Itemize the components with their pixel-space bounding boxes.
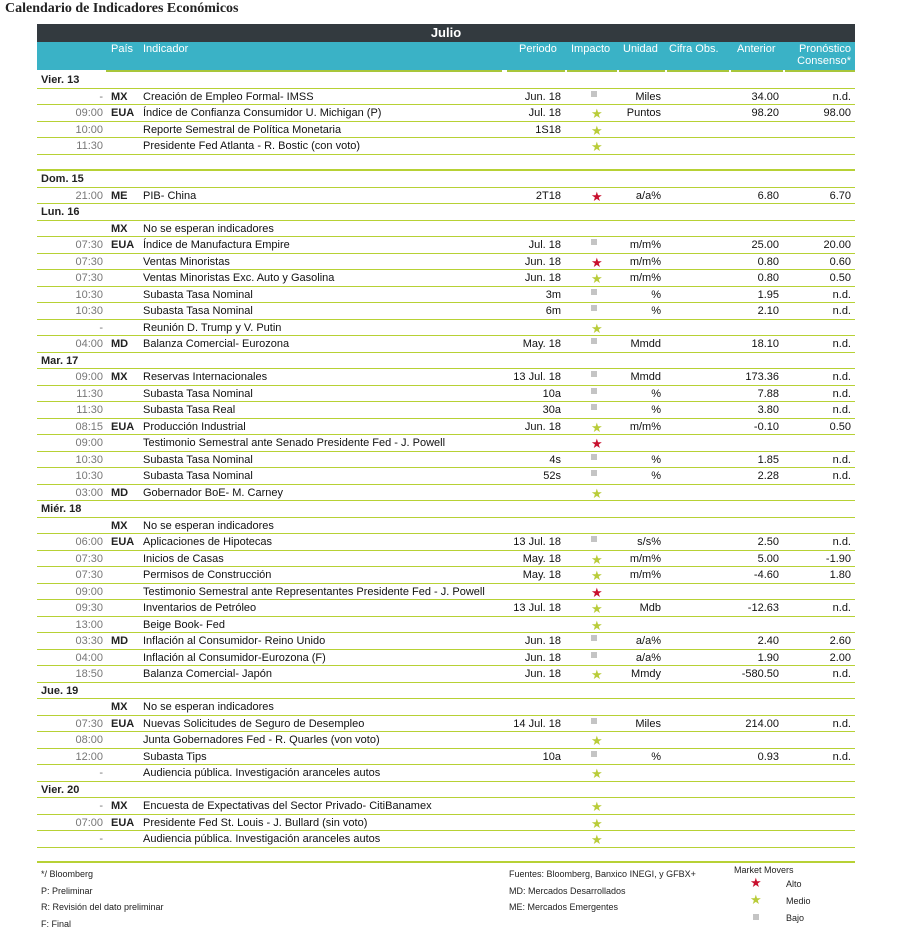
period-cell: May. 18 (523, 552, 561, 566)
country-cell: MX (111, 222, 128, 236)
table-row (37, 369, 855, 386)
period-cell: May. 18 (523, 337, 561, 351)
unit-cell: % (651, 288, 661, 302)
period-cell: Jun. 18 (525, 667, 561, 681)
period-cell: 1S18 (535, 123, 561, 137)
forecast-cell: -1.90 (826, 552, 851, 566)
country-cell: EUA (111, 238, 134, 252)
table-row: - Reunión D. Trump y V. Putin ★ (37, 320, 855, 337)
table-row: 11:30 Presidente Fed Atlanta - R. Bostic (con voto) ★ (37, 138, 855, 155)
forecast-cell: 2.00 (830, 651, 851, 665)
forecast-cell: 0.50 (830, 271, 851, 285)
previous-cell: 2.40 (758, 634, 779, 648)
period-cell: 52s (543, 469, 561, 483)
previous-cell: 0.80 (758, 255, 779, 269)
previous-cell: 3.80 (758, 403, 779, 417)
country-cell: MX (111, 799, 128, 813)
table-row (37, 402, 855, 419)
table-row (37, 633, 855, 650)
unit-cell: Mmdd (630, 337, 661, 351)
unit-cell: % (651, 469, 661, 483)
footer-notes (41, 866, 164, 932)
time-cell: 07:30 (75, 238, 103, 252)
previous-cell: 1.90 (758, 651, 779, 665)
unit-cell: Mdb (640, 601, 661, 615)
time-cell: 10:30 (75, 304, 103, 318)
date-row (37, 72, 855, 89)
footer-source: MD: Mercados Desarrollados (509, 883, 696, 900)
date-row (37, 204, 855, 221)
time-cell: 07:30 (75, 552, 103, 566)
table-row (37, 237, 855, 254)
forecast-cell: 0.60 (830, 255, 851, 269)
table-bottom-rule (37, 861, 855, 863)
header-pais: País (111, 43, 133, 55)
period-cell: Jul. 18 (529, 106, 561, 120)
indicator-cell: Ventas Minoristas (143, 255, 230, 269)
previous-cell: 6.80 (758, 189, 779, 203)
table-row (37, 468, 855, 485)
header-pronostico-line2: Consenso* (793, 55, 851, 67)
previous-cell: 5.00 (758, 552, 779, 566)
time-cell: 18:50 (75, 667, 103, 681)
period-cell: Jun. 18 (525, 271, 561, 285)
indicator-cell: Audiencia pública. Investigación aranceles autos (143, 832, 380, 846)
period-cell: Jun. 18 (525, 634, 561, 648)
time-cell: 09:00 (75, 370, 103, 384)
time-cell: 11:30 (76, 139, 103, 153)
previous-cell: 173.36 (745, 370, 779, 384)
indicator-cell: Balanza Comercial- Japón (143, 667, 272, 681)
table-row (37, 221, 855, 238)
indicator-cell: Reporte Semestral de Política Monetaria (143, 123, 341, 137)
indicator-cell: Inicios de Casas (143, 552, 224, 566)
time-cell: 11:30 (76, 403, 103, 417)
previous-cell: 0.93 (758, 750, 779, 764)
indicator-cell: Creación de Empleo Formal- IMSS (143, 90, 314, 104)
time-cell: 03:30 (75, 634, 103, 648)
time-cell: 12:00 (75, 750, 103, 764)
date-row (37, 353, 855, 370)
period-cell: Jun. 18 (525, 255, 561, 269)
unit-cell: m/m% (630, 568, 661, 582)
unit-cell: a/a% (636, 634, 661, 648)
table-row: 09:00 Testimonio Semestral ante Senado Presidente Fed - J. Powell ★ (37, 435, 855, 452)
table-row (37, 650, 855, 667)
date-row (37, 501, 855, 518)
date-label: Miér. 18 (41, 502, 81, 516)
indicator-cell: Encuesta de Expectativas del Sector Privado- CitiBanamex (143, 799, 432, 813)
indicator-cell: PIB- China (143, 189, 196, 203)
indicator-cell: Aplicaciones de Hipotecas (143, 535, 272, 549)
unit-cell: % (651, 304, 661, 318)
legend-title: Market Movers (734, 865, 794, 875)
unit-cell: m/m% (630, 420, 661, 434)
previous-cell: -4.60 (754, 568, 779, 582)
period-cell: 10a (543, 750, 561, 764)
forecast-cell: n.d. (833, 370, 851, 384)
date-row (37, 171, 855, 188)
date-label: Mar. 17 (41, 354, 78, 368)
indicator-cell: No se esperan indicadores (143, 700, 274, 714)
footer-note: P: Preliminar (41, 883, 164, 900)
time-cell: 04:00 (75, 337, 103, 351)
forecast-cell: 20.00 (823, 238, 851, 252)
time-cell: 07:30 (75, 255, 103, 269)
country-cell: EUA (111, 106, 134, 120)
time-cell: 09:00 (75, 585, 103, 599)
footer-note: R: Revisión del dato preliminar (41, 899, 164, 916)
indicator-cell: Reunión D. Trump y V. Putin (143, 321, 281, 335)
table-row: 09:30 Inventarios de Petróleo 13 Jul. 18 Mdb -12.63 n.d. ★ (37, 600, 855, 617)
indicator-cell: Gobernador BoE- M. Carney (143, 486, 283, 500)
footer-sources (509, 866, 696, 916)
period-cell: May. 18 (523, 568, 561, 582)
table-row: 13:00 Beige Book- Fed ★ (37, 617, 855, 634)
previous-cell: 1.85 (758, 453, 779, 467)
time-cell: 10:00 (75, 123, 103, 137)
indicator-cell: Permisos de Construcción (143, 568, 271, 582)
previous-cell: 0.80 (758, 271, 779, 285)
time-cell: - (99, 321, 103, 335)
period-cell: 4s (549, 453, 561, 467)
unit-cell: % (651, 750, 661, 764)
green-star-icon: ★ (750, 892, 762, 908)
forecast-cell: n.d. (833, 667, 851, 681)
period-cell: 30a (543, 403, 561, 417)
forecast-cell: 98.00 (823, 106, 851, 120)
time-cell: 13:00 (75, 618, 103, 632)
table-row: - Audiencia pública. Investigación aranceles autos ★ (37, 765, 855, 782)
unit-cell: a/a% (636, 651, 661, 665)
indicator-cell: Subasta Tasa Real (143, 403, 235, 417)
period-cell: Jun. 18 (525, 90, 561, 104)
period-cell: 13 Jul. 18 (513, 535, 561, 549)
time-cell: 21:00 (75, 189, 103, 203)
time-cell: 10:30 (75, 288, 103, 302)
forecast-cell: 2.60 (830, 634, 851, 648)
date-label: Jue. 19 (41, 684, 78, 698)
table-row: 07:00 EUA Presidente Fed St. Louis - J. Bullard (sin voto) ★ (37, 815, 855, 832)
red-star-icon: ★ (750, 875, 762, 891)
table-row (37, 287, 855, 304)
country-cell: MD (111, 337, 128, 351)
footer-note: */ Bloomberg (41, 866, 164, 883)
unit-cell: Puntos (627, 106, 661, 120)
previous-cell: 2.50 (758, 535, 779, 549)
header-unidad: Unidad (623, 43, 658, 55)
table-row: 03:00 MD Gobernador BoE- M. Carney ★ (37, 485, 855, 502)
table-row: 07:30 Inicios de Casas May. 18 m/m% 5.00 -1.90 ★ (37, 551, 855, 568)
header-anterior: Anterior (737, 43, 776, 55)
forecast-cell: n.d. (833, 453, 851, 467)
unit-cell: % (651, 453, 661, 467)
legend-label-bajo: Bajo (786, 913, 804, 923)
legend-label-alto: Alto (786, 879, 802, 889)
unit-cell: Miles (635, 90, 661, 104)
indicator-cell: Inflación al Consumidor- Reino Unido (143, 634, 325, 648)
country-cell: EUA (111, 535, 134, 549)
time-cell: 06:00 (75, 535, 103, 549)
unit-cell: m/m% (630, 271, 661, 285)
previous-cell: 1.95 (758, 288, 779, 302)
time-cell: 07:30 (75, 568, 103, 582)
country-cell: MX (111, 90, 128, 104)
table-row: 10:00 Reporte Semestral de Política Monetaria 1S18 ★ (37, 122, 855, 139)
indicator-table (37, 72, 855, 848)
time-cell: 07:30 (75, 717, 103, 731)
header-pronostico (793, 43, 851, 67)
unit-cell: Mmdy (631, 667, 661, 681)
date-label: Lun. 16 (41, 205, 80, 219)
table-row (37, 336, 855, 353)
country-cell: EUA (111, 816, 134, 830)
forecast-cell: n.d. (833, 337, 851, 351)
table-row: 07:30 Permisos de Construcción May. 18 m/m% -4.60 1.80 ★ (37, 567, 855, 584)
indicator-cell: Subasta Tips (143, 750, 207, 764)
time-cell: - (99, 90, 103, 104)
time-cell: 09:00 (75, 106, 103, 120)
previous-cell: 34.00 (751, 90, 779, 104)
time-cell: 08:15 (75, 420, 103, 434)
indicator-cell: Testimonio Semestral ante Representantes Presidente Fed - J. Powell (143, 585, 485, 599)
indicator-cell: Testimonio Semestral ante Senado Presidente Fed - J. Powell (143, 436, 445, 450)
date-label: Dom. 15 (41, 172, 84, 186)
country-cell: MX (111, 700, 128, 714)
unit-cell: % (651, 387, 661, 401)
unit-cell: % (651, 403, 661, 417)
indicator-cell: Subasta Tasa Nominal (143, 469, 253, 483)
table-row (37, 303, 855, 320)
indicator-cell: Presidente Fed Atlanta - R. Bostic (con voto) (143, 139, 360, 153)
table-row (37, 699, 855, 716)
previous-cell: 25.00 (751, 238, 779, 252)
forecast-cell: n.d. (833, 717, 851, 731)
previous-cell: 98.20 (751, 106, 779, 120)
previous-cell: -0.10 (754, 420, 779, 434)
table-row (37, 534, 855, 551)
forecast-cell: n.d. (833, 304, 851, 318)
indicator-cell: Presidente Fed St. Louis - J. Bullard (sin voto) (143, 816, 367, 830)
indicator-cell: Balanza Comercial- Eurozona (143, 337, 289, 351)
table-row (37, 518, 855, 535)
indicator-cell: Índice de Confianza Consumidor U. Michigan (P) (143, 106, 381, 120)
indicator-cell: Nuevas Solicitudes de Seguro de Desempleo (143, 717, 364, 731)
time-cell: 09:30 (75, 601, 103, 615)
table-row: 07:30 Ventas Minoristas Jun. 18 m/m% 0.80 0.60 ★ (37, 254, 855, 271)
table-row: 09:00 EUA Índice de Confianza Consumidor U. Michigan (P) Jul. 18 Puntos 98.20 98.00 ★ (37, 105, 855, 122)
country-cell: MD (111, 634, 128, 648)
country-cell: EUA (111, 420, 134, 434)
forecast-cell: n.d. (833, 535, 851, 549)
forecast-cell: n.d. (833, 403, 851, 417)
unit-cell: m/m% (630, 552, 661, 566)
time-cell: 07:30 (75, 271, 103, 285)
forecast-cell: n.d. (833, 90, 851, 104)
country-cell: ME (111, 189, 128, 203)
table-row: - Audiencia pública. Investigación aranceles autos ★ (37, 831, 855, 848)
table-row: 08:15 EUA Producción Industrial Jun. 18 m/m% -0.10 0.50 ★ (37, 419, 855, 436)
period-cell: 13 Jul. 18 (513, 601, 561, 615)
period-cell: 14 Jul. 18 (513, 717, 561, 731)
time-cell: 04:00 (75, 651, 103, 665)
table-row: 09:00 Testimonio Semestral ante Representantes Presidente Fed - J. Powell ★ (37, 584, 855, 601)
forecast-cell: 6.70 (830, 189, 851, 203)
table-row (37, 452, 855, 469)
date-label: Vier. 20 (41, 783, 79, 797)
time-cell: - (99, 832, 103, 846)
table-row (37, 749, 855, 766)
forecast-cell: n.d. (833, 750, 851, 764)
period-cell: 2T18 (536, 189, 561, 203)
date-row (37, 683, 855, 700)
table-row (37, 386, 855, 403)
month-header: Julio (37, 24, 855, 42)
previous-cell: 214.00 (745, 717, 779, 731)
header-pronostico-line1: Pronóstico (793, 43, 851, 55)
indicator-cell: No se esperan indicadores (143, 222, 274, 236)
table-row: 21:00 ME PIB- China 2T18 a/a% 6.80 6.70 ★ (37, 188, 855, 205)
indicator-cell: Producción Industrial (143, 420, 246, 434)
previous-cell: -580.50 (742, 667, 779, 681)
unit-cell: Miles (635, 717, 661, 731)
indicator-cell: Reservas Internacionales (143, 370, 267, 384)
forecast-cell: 0.50 (830, 420, 851, 434)
time-cell: 11:30 (76, 387, 103, 401)
indicator-cell: Subasta Tasa Nominal (143, 387, 253, 401)
page-title: Calendario de Indicadores Económicos (5, 1, 238, 17)
time-cell: 07:00 (75, 816, 103, 830)
indicator-cell: Subasta Tasa Nominal (143, 453, 253, 467)
table-row: 08:00 Junta Gobernadores Fed - R. Quarles (von voto) ★ (37, 732, 855, 749)
column-header-bar (37, 42, 855, 70)
period-cell: Jul. 18 (529, 238, 561, 252)
legend-label-medio: Medio (786, 896, 811, 906)
indicator-cell: Audiencia pública. Investigación aranceles autos (143, 766, 380, 780)
period-cell: Jun. 18 (525, 651, 561, 665)
period-cell: 10a (543, 387, 561, 401)
footer-source: Fuentes: Bloomberg, Banxico INEGI, y GFBX+ (509, 866, 696, 883)
forecast-cell: n.d. (833, 387, 851, 401)
table-row (37, 716, 855, 733)
indicator-cell: Subasta Tasa Nominal (143, 304, 253, 318)
spacer-row (37, 155, 855, 172)
previous-cell: -12.63 (748, 601, 779, 615)
unit-cell: m/m% (630, 255, 661, 269)
table-row: 18:50 Balanza Comercial- Japón Jun. 18 Mmdy -580.50 n.d. ★ (37, 666, 855, 683)
time-cell: 08:00 (75, 733, 103, 747)
previous-cell: 18.10 (751, 337, 779, 351)
header-periodo: Periodo (519, 43, 557, 55)
indicator-cell: Subasta Tasa Nominal (143, 288, 253, 302)
footer-source: ME: Mercados Emergentes (509, 899, 696, 916)
header-cifra: Cifra Obs. (669, 43, 719, 55)
country-cell: EUA (111, 717, 134, 731)
unit-cell: a/a% (636, 189, 661, 203)
time-cell: - (99, 799, 103, 813)
table-row: - MX Encuesta de Expectativas del Sector Privado- CitiBanamex ★ (37, 798, 855, 815)
gray-square-icon (753, 912, 759, 922)
indicator-cell: Ventas Minoristas Exc. Auto y Gasolina (143, 271, 334, 285)
unit-cell: m/m% (630, 238, 661, 252)
period-cell: 13 Jul. 18 (513, 370, 561, 384)
forecast-cell: n.d. (833, 288, 851, 302)
period-cell: Jun. 18 (525, 420, 561, 434)
time-cell: 09:00 (75, 436, 103, 450)
date-label: Vier. 13 (41, 73, 79, 87)
header-indicador: Indicador (143, 43, 188, 55)
table-row (37, 89, 855, 106)
unit-cell: Mmdd (630, 370, 661, 384)
period-cell: 6m (546, 304, 561, 318)
time-cell: - (99, 766, 103, 780)
forecast-cell: 1.80 (830, 568, 851, 582)
table-row: 07:30 Ventas Minoristas Exc. Auto y Gasolina Jun. 18 m/m% 0.80 0.50 ★ (37, 270, 855, 287)
date-row (37, 782, 855, 799)
period-cell: 3m (546, 288, 561, 302)
forecast-cell: n.d. (833, 469, 851, 483)
forecast-cell: n.d. (833, 601, 851, 615)
footer-note: F: Final (41, 916, 164, 932)
country-cell: MX (111, 370, 128, 384)
indicator-cell: No se esperan indicadores (143, 519, 274, 533)
header-impacto: Impacto (571, 43, 610, 55)
previous-cell: 2.10 (758, 304, 779, 318)
indicator-cell: Inflación al Consumidor-Eurozona (F) (143, 651, 326, 665)
indicator-cell: Inventarios de Petróleo (143, 601, 256, 615)
time-cell: 03:00 (75, 486, 103, 500)
indicator-cell: Junta Gobernadores Fed - R. Quarles (von voto) (143, 733, 380, 747)
indicator-cell: Beige Book- Fed (143, 618, 225, 632)
country-cell: MX (111, 519, 128, 533)
indicator-cell: Índice de Manufactura Empire (143, 238, 290, 252)
unit-cell: s/s% (637, 535, 661, 549)
previous-cell: 7.88 (758, 387, 779, 401)
country-cell: MD (111, 486, 128, 500)
time-cell: 10:30 (75, 453, 103, 467)
previous-cell: 2.28 (758, 469, 779, 483)
time-cell: 10:30 (75, 469, 103, 483)
